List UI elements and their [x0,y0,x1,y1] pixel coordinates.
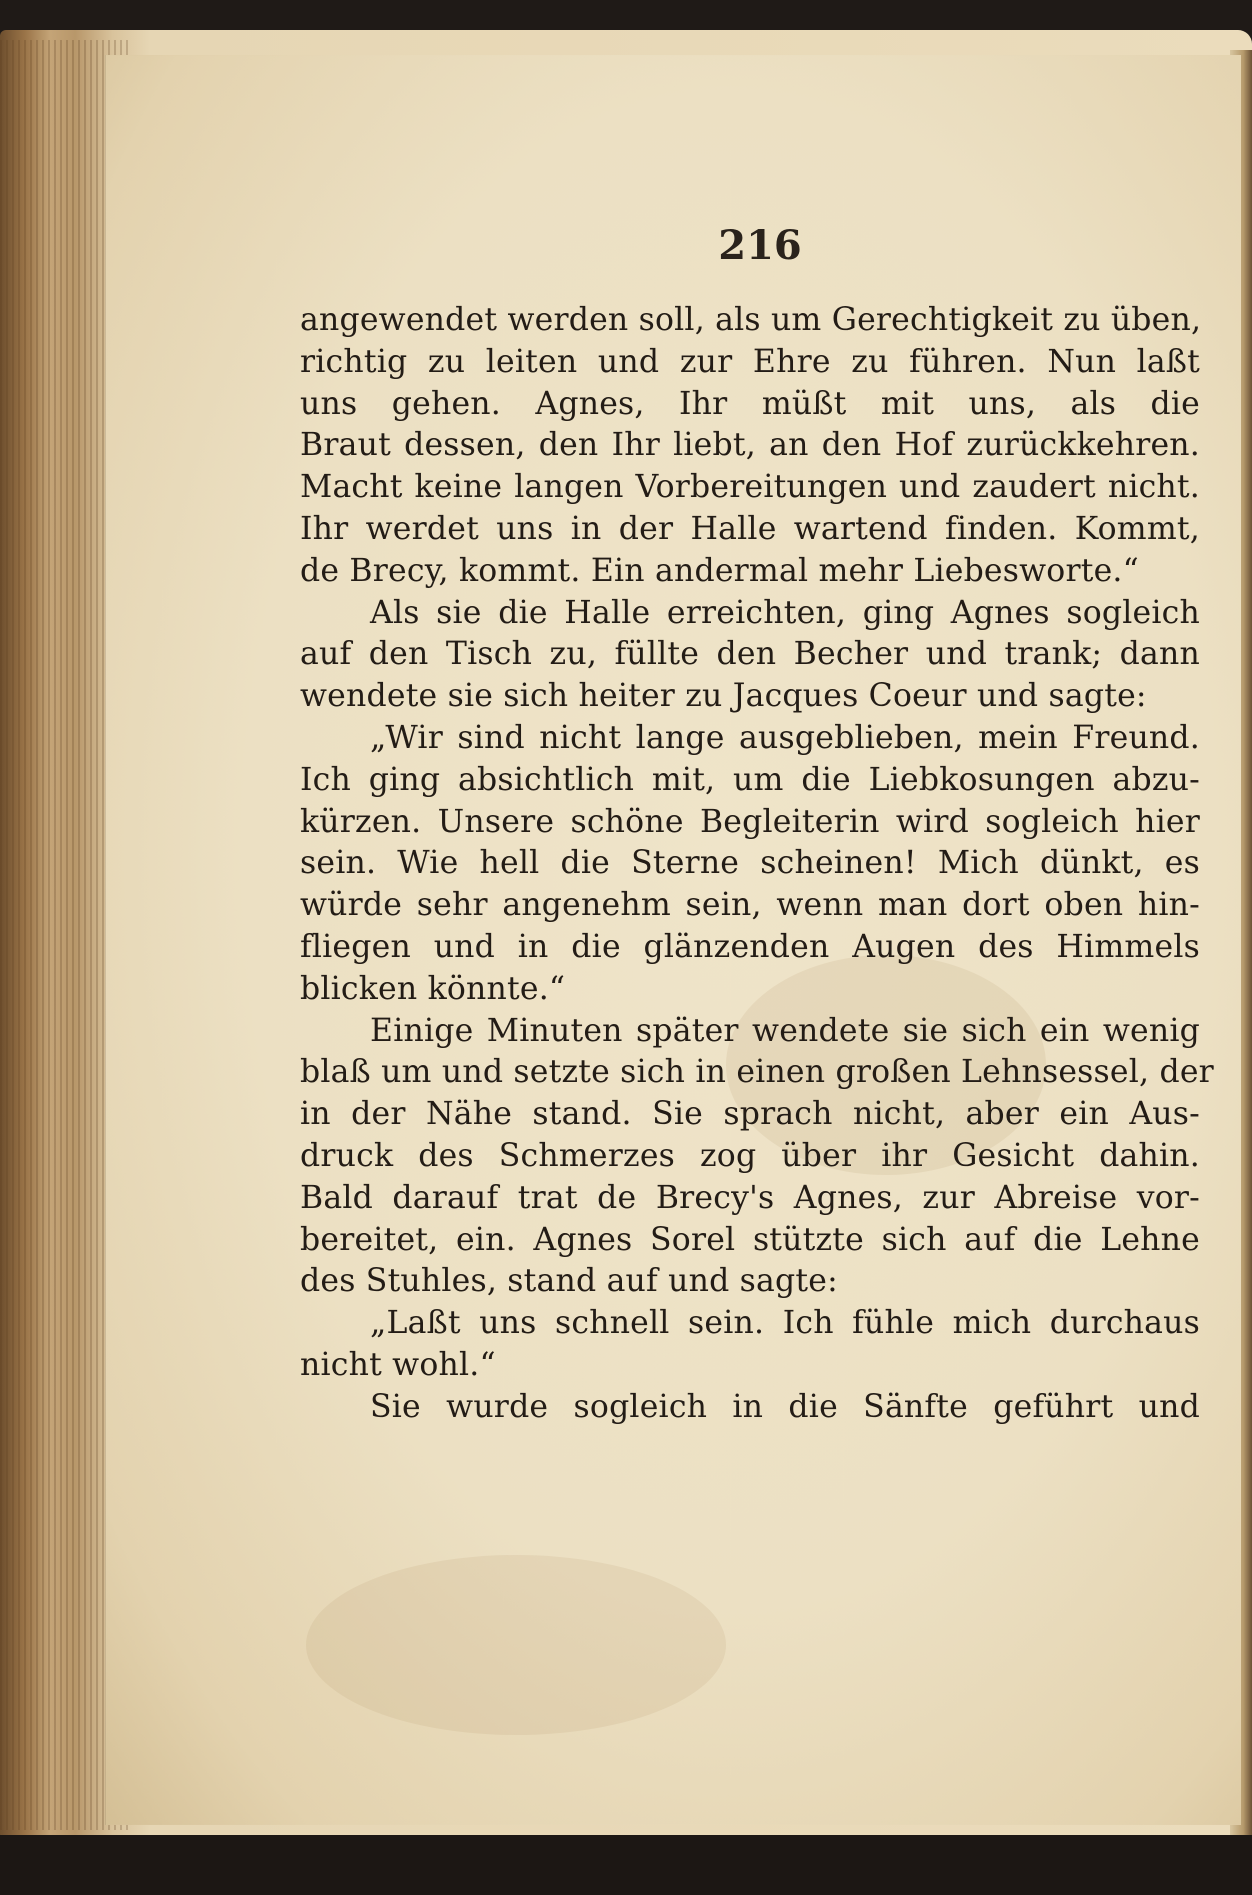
text-line: bereitet, ein. Agnes Sorel stützte sich auf die Lehne [300,1221,1200,1258]
text-line: sein. Wie hell die Sterne scheinen! Mich dünkt, es [300,845,1200,882]
text-line: angewendet werden soll, als um Gerechtigkeit zu üben, [300,302,1202,338]
body-text [300,300,1214,1429]
text-line: Einige Minuten später wendete sie sich ein wenig [370,1012,1200,1049]
text-line: de Brecy, kommt. Ein andermal mehr Liebesworte.“ [300,552,1139,589]
text-line: Als sie die Halle erreichten, ging Agnes sogleich [370,594,1200,631]
text-line: nicht wohl.“ [300,1346,496,1383]
text-line: Sie wurde sogleich in die Sänfte geführt und [370,1388,1200,1425]
paper-stain [306,1555,726,1735]
text-line: in der Nähe stand. Sie sprach nicht, aber ein Aus- [300,1096,1200,1133]
text-line: fliegen und in die glänzenden Augen des Himmels [300,928,1200,965]
text-line: wendete sie sich heiter zu Jacques Coeur und sagte: [300,678,1147,715]
text-line: Ich ging absichtlich mit, um die Liebkosungen abzu- [300,761,1200,798]
text-line: druck des Schmerzes zog über ihr Gesicht dahin. [300,1137,1200,1174]
page-number: 216 [718,222,802,269]
text-line: des Stuhles, stand auf und sagte: [300,1263,838,1300]
text-line: blaß um und setzte sich in einen großen Lehnsessel, der [300,1054,1214,1091]
text-line: Ihr werdet uns in der Halle wartend finden. Kommt, [300,510,1200,547]
text-line: Bald darauf trat de Brecy's Agnes, zur Abreise vor- [300,1179,1200,1216]
text-line: Macht keine langen Vorbereitungen und zaudert nicht. [300,469,1200,506]
background-edge [0,1835,1252,1895]
text-line: blicken könnte.“ [300,970,566,1007]
text-line: „Laßt uns schnell sein. Ich fühle mich durchaus [370,1305,1200,1342]
text-line: „Wir sind nicht lange ausgeblieben, mein Freund. [370,719,1200,756]
text-line: auf den Tisch zu, füllte den Becher und trank; dann [300,636,1200,673]
text-line: kürzen. Unsere schöne Begleiterin wird sogleich hier [300,803,1200,840]
text-line: uns gehen. Agnes, Ihr müßt mit uns, als die [300,385,1200,422]
text-line: würde sehr angenehm sein, wenn man dort oben hin- [300,887,1200,924]
text-line: Braut dessen, den Ihr liebt, an den Hof zurückkehren. [300,427,1200,464]
text-line: richtig zu leiten und zur Ehre zu führen. Nun laßt [300,343,1200,380]
